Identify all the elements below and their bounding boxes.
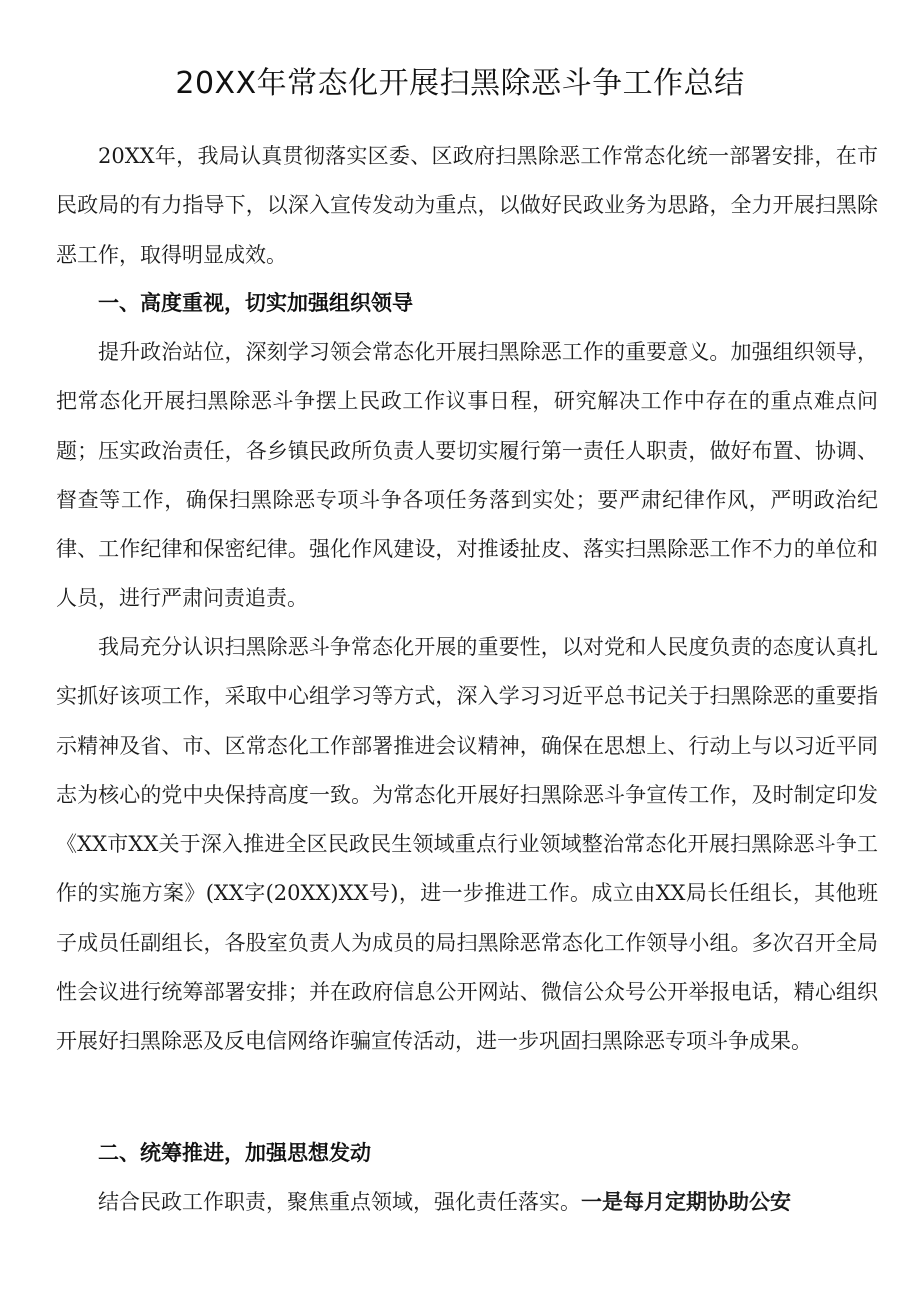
section-2-paragraph-1 bbox=[56, 1178, 878, 1227]
section-1-paragraph-1: 提升政治站位，深刻学习领会常态化开展扫黑除恶工作的重要意义。加强组织领导，把常态化开展扫黑除恶斗争摆上民政工作议事日程，研究解决工作中存在的重点难点问题；压实政治责任，各乡镇民政所负责人要切实履行第一责任人职责，做好布置、协调、督查等工作，确保扫黑除恶专项斗争各项任务落到实处；要严肃纪律作风，严明政治纪律、工作纪律和保密纪律。强化作风建设，对推诿扯皮、落实扫黑除恶工作不力的单位和人员，进行严肃问责追责。 bbox=[56, 340, 878, 611]
section-2-bold-run: 一是每月定期协助公安 bbox=[581, 1190, 791, 1214]
section-2-paragraph-text: 结合民政工作职责，聚焦重点领域，强化责任落实。 bbox=[98, 1190, 581, 1214]
section-heading-1: 一、高度重视，切实加强组织领导 bbox=[98, 291, 413, 315]
document-title: 20XX年常态化开展扫黑除恶斗争工作总结 bbox=[175, 66, 745, 101]
intro-paragraph: 20XX年，我局认真贯彻落实区委、区政府扫黑除恶工作常态化统一部署安排，在市民政局的有力指导下，以深入宣传发动为重点，以做好民政业务为思路，全力开展扫黑除恶工作，取得明显成效。 bbox=[56, 144, 878, 267]
section-1-paragraph-2: 我局充分认识扫黑除恶斗争常态化开展的重要性，以对党和人民度负责的态度认真扎实抓好该项工作，采取中心组学习等方式，深入学习习近平总书记关于扫黑除恶的重要指示精神及省、市、区常态化工作部署推进会议精神，确保在思想上、行动上与以习近平同志为核心的党中央保持高度一致。为常态化开展好扫黑除恶斗争宣传工作，及时制定印发《XX市XX关于深入推进全区民政民生领域重点行业领域整治常态化开展扫黑除恶斗争工作的实施方案》(XX字(20XX)XX号)，进一步推进工作。成立由XX局长任组长，其他班子成员任副组长，各股室负责人为成员的局扫黑除恶常态化工作领导小组。多次召开全局性会议进行统筹部署安排；并在政府信息公开网站、微信公众号公开举报电话，精心组织开展好扫黑除恶及反电信网络诈骗宣传活动，进一步巩固扫黑除恶专项斗争成果。 bbox=[56, 635, 878, 1054]
section-heading-2: 二、统筹推进，加强思想发动 bbox=[98, 1141, 371, 1165]
